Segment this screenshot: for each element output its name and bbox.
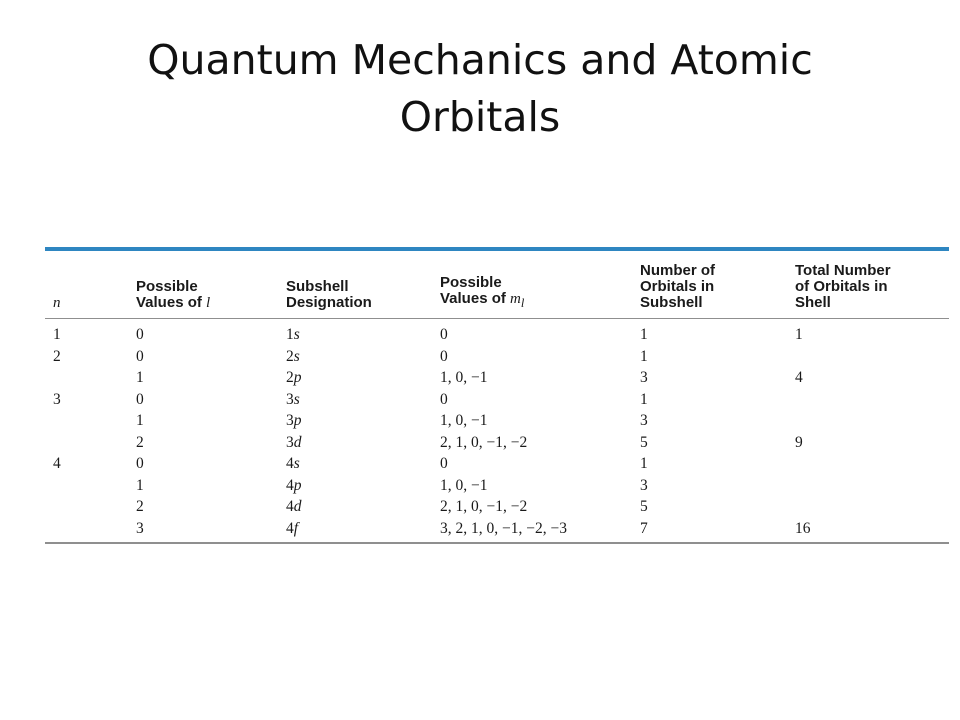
cell-orbitals: 7: [640, 519, 648, 537]
subshell-letter: p: [293, 412, 302, 429]
cell-ml: 3, 2, 1, 0, −1, −2, −3: [440, 519, 567, 537]
header-possible-ml-line2: Values of: [440, 290, 511, 307]
subshell-number: 4: [286, 476, 294, 494]
cell-subshell: [278, 410, 432, 432]
header-total-line2: of Orbitals in: [795, 278, 888, 295]
cell-n: [45, 518, 128, 543]
cell-l: 1: [136, 369, 144, 386]
orbitals-table: [45, 251, 949, 542]
header-subshell: [278, 251, 432, 319]
cell-subshell: [278, 319, 432, 346]
cell-orbitals: 1: [640, 326, 648, 343]
cell-l: 0: [136, 390, 144, 408]
cell-orbitals: 3: [640, 369, 648, 386]
subshell-letter: s: [293, 326, 300, 343]
cell-subshell: [278, 475, 432, 497]
table-header: [45, 251, 949, 319]
header-total-orbitals: [787, 251, 949, 319]
cell-ml: 2, 1, 0, −1, −2: [440, 498, 528, 515]
table-row: [45, 475, 949, 497]
orbitals-table-container: [45, 247, 949, 544]
cell-n: [45, 496, 128, 518]
header-total-line3: Shell: [795, 294, 831, 311]
table-row: [45, 453, 949, 475]
cell-ml: 1, 0, −1: [440, 412, 488, 429]
cell-total: [787, 389, 949, 411]
subshell-number: 4: [286, 455, 294, 472]
table-row: [45, 389, 949, 411]
table-row: [45, 496, 949, 518]
header-subshell-line1: Subshell: [286, 278, 349, 295]
subshell-letter: s: [293, 390, 300, 408]
cell-ml: 0: [440, 455, 448, 472]
cell-l: 0: [136, 455, 144, 472]
subshell-number: 4: [286, 519, 294, 537]
header-possible-l-line2: Values of: [136, 294, 207, 311]
subshell-letter: d: [293, 498, 302, 515]
cell-subshell: [278, 496, 432, 518]
header-orbitals-line3: Subshell: [640, 294, 703, 311]
cell-subshell: [278, 389, 432, 411]
cell-ml: 0: [440, 347, 448, 365]
subshell-number: 1: [286, 326, 294, 343]
subshell-letter: d: [293, 433, 302, 451]
cell-ml: 0: [440, 326, 448, 343]
cell-l: 2: [136, 433, 144, 451]
cell-n: [45, 475, 128, 497]
header-orbitals-in-subshell: [632, 251, 787, 319]
table-row: [45, 410, 949, 432]
subshell-number: 4: [286, 498, 294, 515]
cell-orbitals: 5: [640, 498, 648, 515]
cell-subshell: [278, 346, 432, 368]
cell-total: [787, 475, 949, 497]
subshell-letter: f: [293, 519, 299, 537]
cell-ml: 1, 0, −1: [440, 369, 488, 386]
header-l-symbol: l: [206, 295, 211, 311]
cell-l: 1: [136, 412, 144, 429]
cell-orbitals: 1: [640, 390, 648, 408]
table-row: [45, 518, 949, 543]
cell-l: 1: [136, 476, 144, 494]
cell-n: [45, 410, 128, 432]
table-body: [45, 319, 949, 543]
cell-ml: 2, 1, 0, −1, −2: [440, 433, 528, 451]
cell-orbitals: 3: [640, 412, 648, 429]
subshell-letter: s: [293, 455, 300, 472]
subshell-letter: p: [293, 476, 302, 494]
header-n: n: [45, 251, 128, 319]
header-ml-subscript: l: [520, 296, 525, 310]
cell-orbitals: 3: [640, 476, 648, 494]
header-possible-l-line1: Possible: [136, 278, 198, 295]
cell-subshell: [278, 453, 432, 475]
cell-n: [45, 367, 128, 389]
cell-total: [787, 496, 949, 518]
cell-n: 1: [53, 326, 61, 343]
cell-orbitals: 1: [640, 347, 648, 365]
cell-n: 2: [53, 347, 61, 365]
cell-l: 2: [136, 498, 144, 515]
cell-l: 3: [136, 519, 144, 537]
header-possible-l: [128, 251, 278, 319]
slide-title: Quantum Mechanics and Atomic Orbitals: [147, 36, 813, 141]
table-row: [45, 367, 949, 389]
subshell-number: 3: [286, 390, 294, 408]
cell-orbitals: 1: [640, 455, 648, 472]
cell-total: [787, 346, 949, 368]
cell-total: 4: [795, 369, 803, 386]
cell-n: [45, 432, 128, 454]
cell-l: 0: [136, 347, 144, 365]
cell-ml: 0: [440, 390, 448, 408]
cell-subshell: [278, 518, 432, 543]
cell-l: 0: [136, 326, 144, 343]
subshell-letter: s: [293, 347, 300, 365]
table-row: [45, 346, 949, 368]
cell-total: [787, 410, 949, 432]
cell-orbitals: 5: [640, 433, 648, 451]
header-total-line1: Total Number: [795, 262, 891, 279]
header-orbitals-line1: Number of: [640, 262, 715, 279]
subshell-letter: p: [293, 369, 302, 386]
subshell-number: 3: [286, 433, 294, 451]
table-row: [45, 432, 949, 454]
cell-total: 1: [795, 326, 803, 343]
cell-total: [787, 453, 949, 475]
cell-n: 4: [53, 455, 61, 472]
cell-subshell: [278, 367, 432, 389]
header-orbitals-line2: Orbitals in: [640, 278, 715, 295]
cell-ml: 1, 0, −1: [440, 476, 488, 494]
subshell-number: 3: [286, 412, 294, 429]
subshell-number: 2: [286, 369, 294, 386]
header-subshell-line2: Designation: [286, 294, 372, 311]
subshell-number: 2: [286, 347, 294, 365]
header-row: [45, 251, 949, 319]
table-row: [45, 319, 949, 346]
header-ml-symbol: m: [510, 291, 521, 307]
cell-total: 16: [795, 519, 811, 537]
cell-n: 3: [53, 390, 61, 408]
header-possible-ml-line1: Possible: [440, 274, 502, 291]
cell-subshell: [278, 432, 432, 454]
cell-total: 9: [795, 433, 803, 451]
header-possible-ml: [432, 251, 632, 319]
